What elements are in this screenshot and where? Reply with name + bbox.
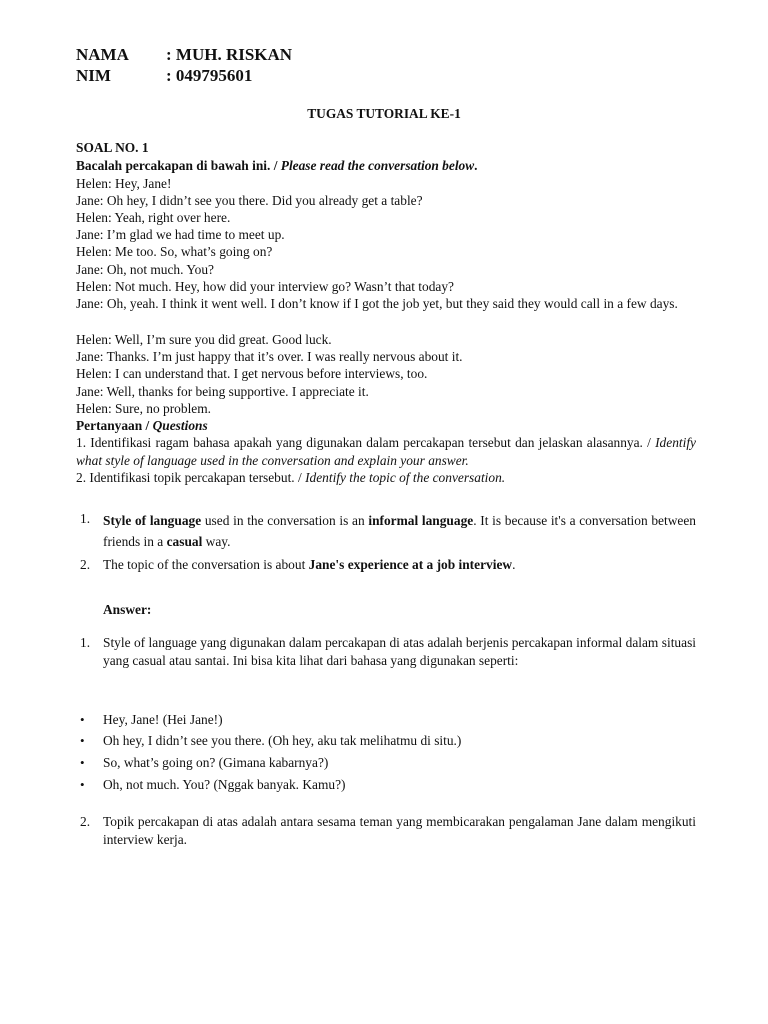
bullet-icon: • — [80, 777, 85, 792]
answer-en-1-text-1: used in the conversation is an — [201, 513, 369, 528]
conv-line: Helen: Me too. So, what’s going on? — [76, 244, 273, 259]
nama-label: NAMA — [76, 45, 129, 64]
answer-en-1-bold-1: Style of language — [103, 513, 202, 528]
answer-en-2-text-1: The topic of the conversation is about — [103, 557, 309, 572]
instruction-id: Bacalah percakapan di bawah ini. / — [76, 158, 281, 173]
answer-en-1-bold-2: informal language — [368, 513, 474, 528]
answer-label: Answer: — [103, 602, 152, 617]
bullet-icon: • — [80, 755, 85, 770]
nim-label: NIM — [76, 66, 111, 85]
nama-value: : MUH. RISKAN — [166, 45, 293, 64]
example-item: Oh hey, I didn’t see you there. (Oh hey, aku tak melihatmu di situ.) — [103, 733, 462, 748]
instruction-en: Please read the conversation below — [280, 158, 475, 173]
question-2-id: 2. Identifikasi topik percakapan tersebut. / — [76, 470, 306, 485]
conv-line: Jane: Well, thanks for being supportive. I appreciate it. — [76, 384, 369, 399]
answer-id-1-number: 1. — [80, 635, 91, 650]
question-1-id: 1. Identifikasi ragam bahasa apakah yang digunakan dalam percakapan tersebut dan jelaskan alasannya. / — [76, 435, 656, 450]
question-2-en: Identify the topic of the conversation. — [305, 470, 506, 485]
question-1-en: Identify what style of language used in the conversation and explain your answer. — [76, 435, 696, 468]
conv-line: Jane: I’m glad we had time to meet up. — [76, 227, 285, 242]
answer-en-2 — [103, 556, 515, 574]
nim-value: : 049795601 — [166, 66, 253, 85]
conv-line: Jane: Oh, yeah. I think it went well. I don’t know if I got the job yet, but they said they would call in a few days. — [76, 296, 678, 311]
answer-en-1-text-3: way. — [202, 534, 231, 549]
conv-line: Jane: Oh, not much. You? — [76, 262, 214, 277]
soal-instruction — [76, 157, 478, 175]
answer-en-1-bold-3: casual — [166, 534, 203, 549]
answer-en-1-number: 1. — [80, 511, 91, 526]
questions-heading-id: Pertanyaan / — [76, 418, 153, 433]
bullet-icon: • — [80, 712, 85, 727]
conv-line: Helen: Sure, no problem. — [76, 401, 211, 416]
conv-line: Helen: Well, I’m sure you did great. Good luck. — [76, 332, 332, 347]
answer-id-1-text: Style of language yang digunakan dalam percakapan di atas adalah berjenis percakapan informal dalam situasi yang casual atau santai. Ini bisa kita lihat dari bahasa yang digunakan seperti: — [103, 635, 696, 668]
questions-heading-en: Questions — [152, 418, 208, 433]
answer-id-2-text: Topik percakapan di atas adalah antara sesama teman yang membicarakan pengalaman Jane dalam mengikuti interview kerja. — [103, 814, 696, 847]
question-1 — [76, 434, 696, 469]
instruction-end: . — [474, 158, 478, 173]
question-2 — [76, 469, 505, 487]
soal-label: SOAL NO. 1 — [76, 140, 149, 155]
page-title: TUGAS TUTORIAL KE-1 — [307, 106, 461, 121]
conv-line: Helen: Hey, Jane! — [76, 176, 172, 191]
questions-heading — [76, 417, 208, 435]
conv-line: Jane: Oh hey, I didn’t see you there. Did you already get a table? — [76, 193, 423, 208]
answer-en-2-bold-1: Jane's experience at a job interview — [308, 557, 513, 572]
conv-line: Jane: Thanks. I’m just happy that it’s over. I was really nervous about it. — [76, 349, 463, 364]
conv-line: Helen: Yeah, right over here. — [76, 210, 231, 225]
answer-en-2-number: 2. — [80, 557, 91, 572]
conv-line: Helen: Not much. Hey, how did your interview go? Wasn’t that today? — [76, 279, 454, 294]
example-item: Hey, Jane! (Hei Jane!) — [103, 712, 223, 727]
answer-en-2-text-2: . — [512, 557, 516, 572]
conv-line: Helen: I can understand that. I get nervous before interviews, too. — [76, 366, 428, 381]
answer-en-1-text-2: . It is because it's a conversation between friends in a — [103, 513, 696, 549]
example-item: So, what’s going on? (Gimana kabarnya?) — [103, 755, 329, 770]
answer-en-1 — [103, 510, 696, 552]
answer-id-2-number: 2. — [80, 814, 91, 829]
bullet-icon: • — [80, 733, 85, 748]
example-item: Oh, not much. You? (Nggak banyak. Kamu?) — [103, 777, 346, 792]
